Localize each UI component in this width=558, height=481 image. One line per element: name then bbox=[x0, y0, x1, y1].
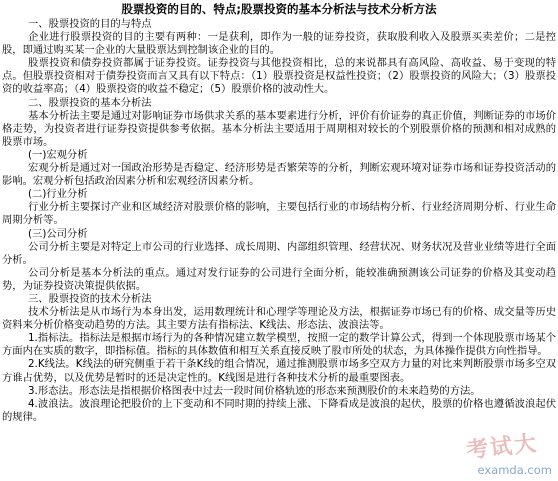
watermark-chinese: 考试大 bbox=[465, 431, 540, 464]
paragraph: 4.波浪法。波浪理论把股价的上下变动和不同时期的持续上涨、下降看成是波浪的起伏，股票的价格也遵循波浪起伏的规律。 bbox=[2, 397, 556, 423]
paragraph: 技术分析法是从市场行为本身出发，运用数理统计和心理学等理论及方法，根据证券市场已有的价格、成交量等历史资料来分析价格变动趋势的方法。其主要方法有指标法、K线法、形态法、波浪法等。 bbox=[2, 306, 556, 332]
paragraph: 1.指标法。指标法是根据市场行为的各种情况建立数学模型，按照一定的数学计算公式，得到一个体现股票市场某个方面内在实质的数字，即指标值。指标的具体数值和相互关系直接反映了股市所处的状态，为具体操作提供方向性指导。 bbox=[2, 332, 556, 358]
paragraph: 基本分析法主要是通过对影响证券市场供求关系的基本要素进行分析，评价有价证券的真正价值，判断证券的市场价格走势，为投资者进行证券投资提供参考依据。基本分析法主要适用于周期相对较长的个别股票价格的预测和相对成熟的股票市场。 bbox=[2, 109, 556, 148]
paragraph: 公司分析主要是对特定上市公司的行业选择、成长周期、内部组织管理、经营状况、财务状况及营业业绩等进行全面分析。 bbox=[2, 240, 556, 266]
paragraph: 行业分析主要探讨产业和区域经济对股票价格的影响，主要包括行业的市场结构分析、行业经济周期分析、行业生命周期分析等。 bbox=[2, 201, 556, 227]
paragraph: 2.K线法。K线法的研究侧重于若干条K线的组合情况，通过推测股票市场多空双方力量的对比来判断股票市场多空双方谁占优势，以及优势是暂时的还是决定性的。K线图是进行各种技术分析的最重要图表。 bbox=[2, 358, 556, 384]
page-title: 股票投资的目的、特点;股票投资的基本分析法与技术分析方法 bbox=[121, 2, 437, 16]
section-heading: 三、股票投资的技术分析法 bbox=[28, 292, 152, 305]
section-heading: (二)行业分析 bbox=[28, 188, 88, 201]
paragraph: 公司分析是基本分析法的重点。通过对发行证券的公司进行全面分析，能较准确预测该公司证券的价格及其变动趋势，为证券投资决策提供依据。 bbox=[2, 266, 556, 292]
section-heading: (三)公司分析 bbox=[28, 227, 88, 240]
paragraph: 企业进行股票投资的目的主要有两种：一是获利，即作为一般的证券投资，获取股利收入及股票买卖差价；二是控股，即通过购买某一企业的大量股票达到控制该企业的目的。 bbox=[2, 31, 556, 57]
section-heading: (一)宏观分析 bbox=[28, 148, 88, 161]
document-body bbox=[0, 18, 558, 424]
watermark-logo bbox=[462, 433, 554, 479]
paragraph: 3.形态法。形态法是指根据价格图表中过去一段时间价格轨迹的形态来预测股价的未来趋势的方法。 bbox=[28, 384, 481, 397]
section-heading: 二、股票投资的基本分析法 bbox=[28, 96, 152, 109]
paragraph: 宏观分析是通过对一国政治形势是否稳定、经济形势是否繁荣等的分析，判断宏观环境对证券市场和证券投资活动的影响。宏观分析包括政治因素分析和宏观经济因素分析。 bbox=[2, 162, 556, 188]
paragraph: 股票投资和债券投资都属于证券投资。证券投资与其他投资相比，总的来说都具有高风险、高收益、易于变现的特点。但股票投资相对于债券投资而言又具有以下特点：（1）股票投资是权益性投资；（2）股票投资的风险大；（3）股票投资的收益率高；（4）股票投资的收益不稳定；（5）股票价格的波动性大。 bbox=[2, 57, 556, 96]
section-heading: 一、股票投资的目的与特点 bbox=[28, 18, 152, 30]
watermark-url: examda.com bbox=[477, 463, 552, 477]
